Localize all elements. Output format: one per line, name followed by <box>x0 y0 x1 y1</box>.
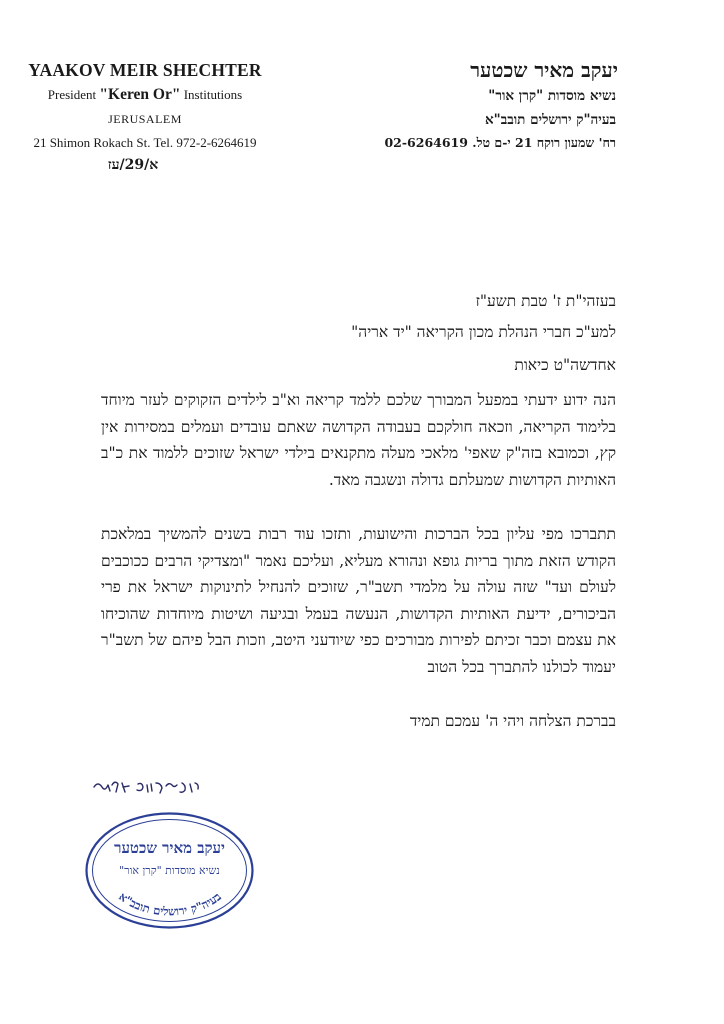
letterhead-address-en: 21 Shimon Rokach St. Tel. 972-2-6264619 <box>33 135 257 150</box>
svg-text:בעיה"ק ירושלים תובב"א <box>116 889 224 918</box>
letter-paragraph-1: הנה ידוע ידעתי במפעל המבורך שלכם ללמד קריאה וא"ב לילדים הזקוקים לעזר מיוחד בלימוד הקריאה, וזכאה חולקכם בעבודה הקדושה שאתם עובדים ועמלים במסירות אין קץ, וכמובא בזה"ק שאפי' מלאכי מעלה מתקנאים בילדי ישראל שזוכים ללמוד את כ"ב האותיות הקדושות שמעלתם גדולה ונשגבה מאד. <box>101 391 616 489</box>
institution-stamp <box>82 808 257 933</box>
letterhead-address-he: רח' שמעון רוקח 21 י-ם טל. 02-6264619 <box>384 135 616 150</box>
president-org: "Keren Or" <box>99 86 181 103</box>
letterhead-title-en <box>20 86 270 104</box>
letter-greeting: אחדשה"ט כיאות <box>514 356 616 374</box>
letter-date: בעזהי"ת ז' טבת תשע"ז <box>475 292 616 310</box>
handwritten-signature <box>90 773 210 801</box>
letter-recipient: למע"כ חברי הנהלת מכון הקריאה "יד אריה" <box>351 323 616 341</box>
letterhead-name-en: YAAKOV MEIR SHECHTER <box>28 60 262 80</box>
letter-closing: בברכת הצלחה ויהי ה' עמכם תמיד <box>409 712 616 730</box>
letter-paragraph-2: תתברכו מפי עליון בכל הברכות והישועות, ותזכו עוד רבות בשנים להמשיך במלאכת הקודש הזאת מתוך בריות גופא ונהורא מעליא, ועליכם נאמר "ומצדיקי הרבים ככוכבים לעולם ועד" שזה עולה על מלמדי תשב"ר, שזוכים להנחיל לתינוקות ישראל את פרי הביכורים, ידיעת האותיות הקדושות, הנעשה בעמל ובגיעה ושיטות מיוחדות שהוכיחו את עצמם וכבר זכיתם לפירות מבורכים כפי שיודעני היטב, וזכות הבל פיהם של תשב"ר יעמוד לכולנו להתברך בכל הטוב <box>101 525 616 676</box>
stamp-city: בעיה"ק ירושלים תובב"א <box>116 889 224 919</box>
reference-number: א/29/עז <box>107 157 159 173</box>
letterhead-name-he: יעקב מאיר שכטער <box>470 58 618 82</box>
stamp-name: יעקב מאיר שכטער <box>114 839 225 857</box>
letterhead-city-en: JERUSALEM <box>108 112 182 126</box>
president-prefix: President <box>47 87 100 102</box>
president-suffix: Institutions <box>180 87 243 102</box>
letterhead-title-he: נשיא מוסדות "קרן אור" <box>488 88 616 104</box>
letterhead-city-he: בעיה"ק ירושלים תובב"א <box>485 112 616 128</box>
stamp-title: נשיא מוסדות "קרן אור" <box>119 864 220 877</box>
